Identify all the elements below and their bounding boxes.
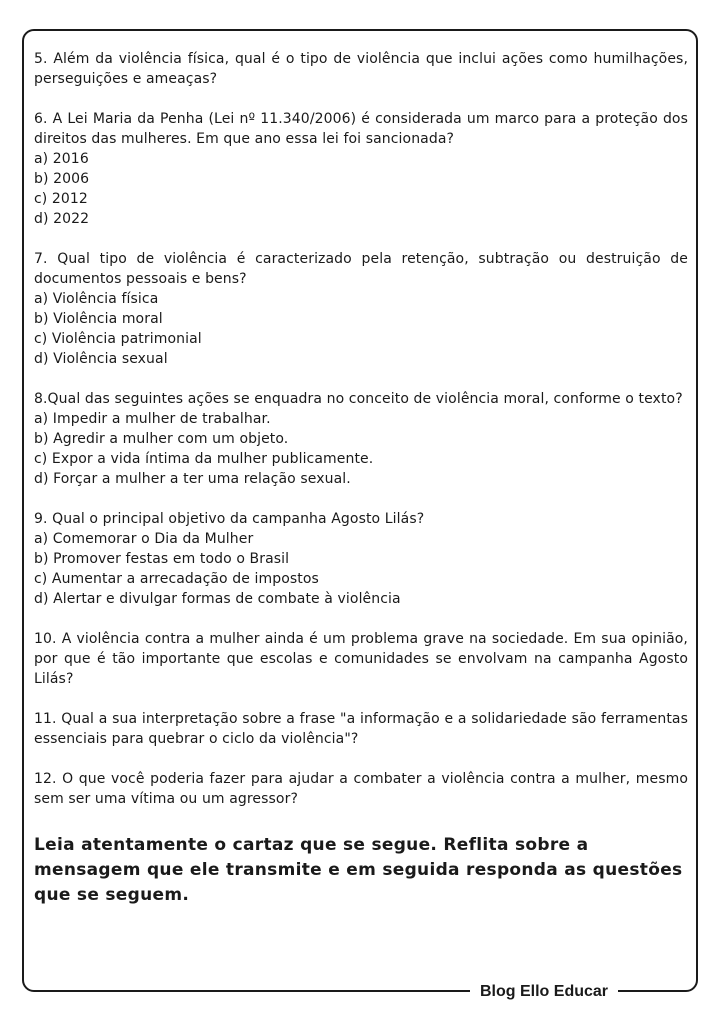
question-text: 7. Qual tipo de violência é caracterizado pela retenção, subtração ou destruição de documentos pessoais e bens? [34, 251, 688, 287]
option-d: d) Forçar a mulher a ter uma relação sexual. [34, 471, 351, 487]
option-a: a) Comemorar o Dia da Mulher [34, 531, 254, 547]
option-c: c) 2012 [34, 191, 88, 207]
question-11 [34, 709, 688, 749]
question-list [34, 49, 688, 908]
option-c: c) Expor a vida íntima da mulher publicamente. [34, 451, 374, 467]
question-text: 11. Qual a sua interpretação sobre a frase "a informação e a solidariedade são ferramentas essenciais para quebrar o ciclo da violência"? [34, 711, 688, 747]
question-text: 12. O que você poderia fazer para ajudar a combater a violência contra a mulher, mesmo sem ser uma vítima ou um agressor? [34, 771, 688, 807]
question-6 [34, 109, 688, 229]
footer-brand: Blog Ello Educar [470, 980, 618, 1004]
question-text: 6. A Lei Maria da Penha (Lei nº 11.340/2006) é considerada um marco para a proteção dos direitos das mulheres. Em que ano essa lei foi sancionada? [34, 111, 688, 147]
option-c: c) Aumentar a arrecadação de impostos [34, 571, 319, 587]
option-b: b) Agredir a mulher com um objeto. [34, 431, 289, 447]
question-10 [34, 629, 688, 689]
option-a: a) 2016 [34, 151, 89, 167]
instruction-text: Leia atentamente o cartaz que se segue. Reflita sobre a mensagem que ele transmite e em seguida responda as questões que se seguem. [34, 835, 683, 905]
option-b: b) Promover festas em todo o Brasil [34, 551, 290, 567]
question-8 [34, 389, 688, 489]
question-5 [34, 49, 688, 89]
question-text: 9. Qual o principal objetivo da campanha Agosto Lilás? [34, 511, 425, 527]
question-text: 10. A violência contra a mulher ainda é um problema grave na sociedade. Em sua opinião, por que é tão importante que escolas e comunidades se envolvam na campanha Agosto Lilás? [34, 631, 688, 687]
question-text: 5. Além da violência física, qual é o tipo de violência que inclui ações como humilhações, perseguições e ameaças? [34, 51, 688, 87]
question-9 [34, 509, 688, 609]
option-b: b) 2006 [34, 171, 90, 187]
option-a: a) Impedir a mulher de trabalhar. [34, 411, 271, 427]
option-d: d) Violência sexual [34, 351, 168, 367]
question-7 [34, 249, 688, 369]
option-c: c) Violência patrimonial [34, 331, 202, 347]
option-d: d) Alertar e divulgar formas de combate à violência [34, 591, 401, 607]
option-a: a) Violência física [34, 291, 159, 307]
option-d: d) 2022 [34, 211, 90, 227]
question-text: 8.Qual das seguintes ações se enquadra no conceito de violência moral, conforme o texto? [34, 391, 683, 407]
question-12 [34, 769, 688, 809]
option-b: b) Violência moral [34, 311, 163, 327]
